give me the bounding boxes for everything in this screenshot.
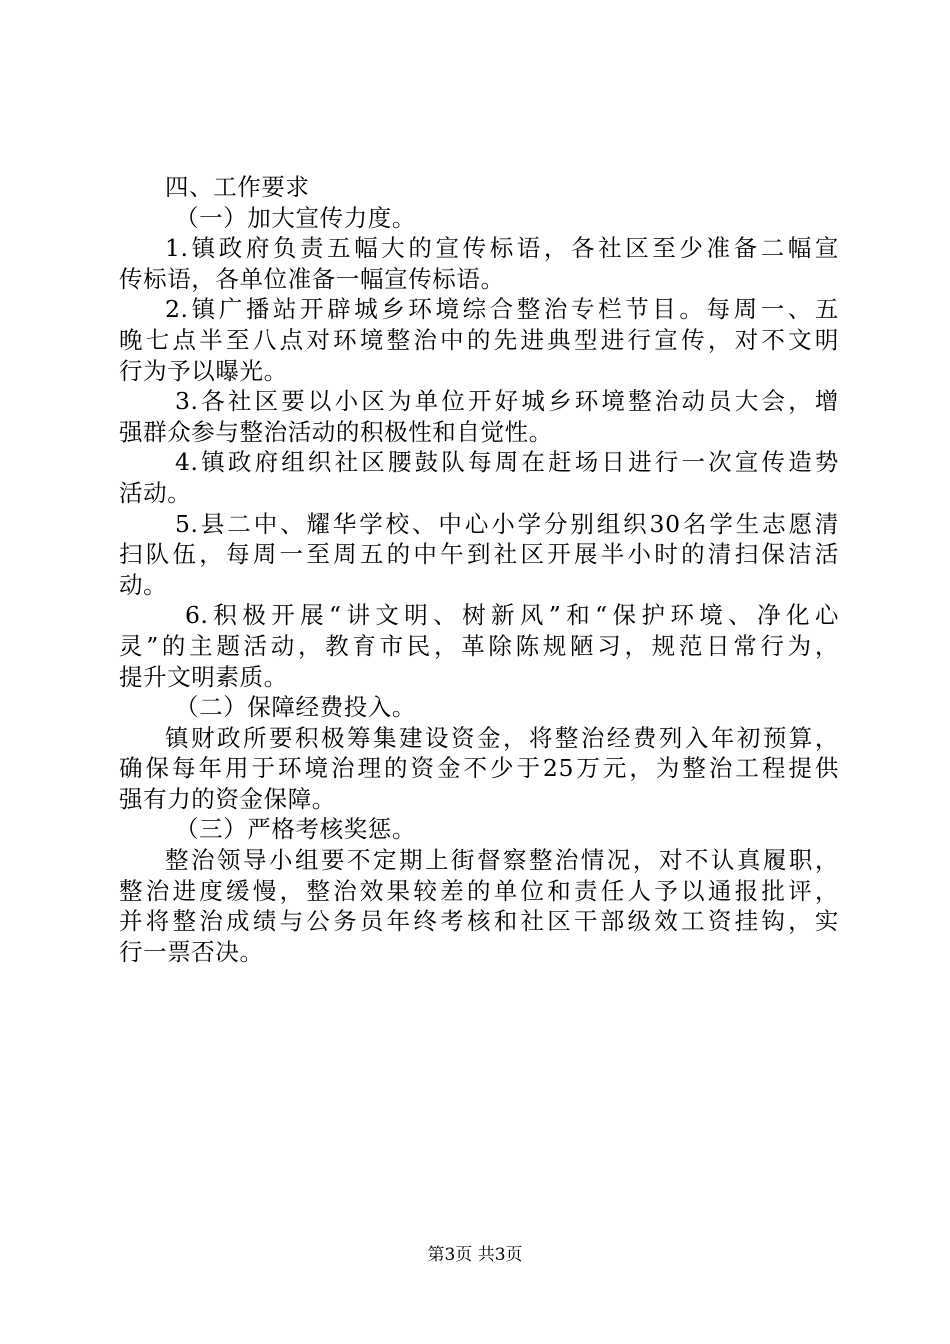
document-body bbox=[119, 172, 839, 967]
paragraph-line: 整治领导小组要不定期上街督察整治情况，对不认真履职， bbox=[165, 846, 839, 875]
subsection-heading: （一）加大宣传力度。 bbox=[175, 203, 416, 232]
paragraph-line: 2.镇广播站开辟城乡环境综合整治专栏节目。每周一、五 bbox=[165, 295, 839, 324]
paragraph-line: 晚七点半至八点对环境整治中的先进典型进行宣传，对不文明 bbox=[119, 325, 839, 354]
paragraph-line: 5.县二中、耀华学校、中心小学分别组织30名学生志愿清 bbox=[175, 509, 839, 538]
paragraph-line: 确保每年用于环境治理的资金不少于25万元，为整治工程提供 bbox=[119, 754, 839, 783]
paragraph-line: 整治进度缓慢，整治效果较差的单位和责任人予以通报批评， bbox=[119, 876, 839, 905]
paragraph-line: 行为予以曝光。 bbox=[119, 356, 288, 385]
paragraph-line: 灵”的主题活动，教育市民，革除陈规陋习，规范日常行为， bbox=[119, 631, 839, 660]
paragraph-line: 1.镇政府负责五幅大的宣传标语，各社区至少准备二幅宣 bbox=[165, 234, 839, 263]
paragraph-line: 强群众参与整治活动的积极性和自觉性。 bbox=[119, 417, 553, 446]
paragraph-line: 6.积极开展“讲文明、树新风”和“保护环境、净化心 bbox=[185, 601, 839, 630]
paragraph-line: 动。 bbox=[119, 570, 168, 599]
page-footer: 第3页 共3页 bbox=[427, 1245, 523, 1265]
section-heading: 四、工作要求 bbox=[165, 173, 310, 201]
paragraph-line: 扫队伍，每周一至周五的中午到社区开展半小时的清扫保洁活 bbox=[119, 540, 839, 569]
paragraph-line: 活动。 bbox=[119, 478, 192, 507]
paragraph-line: 镇财政所要积极筹集建设资金，将整治经费列入年初预算， bbox=[165, 723, 839, 752]
paragraph-line: 提升文明素质。 bbox=[119, 662, 288, 691]
paragraph-line: 传标语，各单位准备一幅宣传标语。 bbox=[119, 264, 505, 293]
paragraph-line: 行一票否决。 bbox=[119, 937, 264, 966]
paragraph-line: 4.镇政府组织社区腰鼓队每周在赶场日进行一次宣传造势 bbox=[175, 448, 839, 477]
paragraph-line: 3.各社区要以小区为单位开好城乡环境整治动员大会，增 bbox=[175, 387, 839, 416]
subsection-heading: （三）严格考核奖惩。 bbox=[175, 815, 416, 844]
paragraph-line: 强有力的资金保障。 bbox=[119, 784, 336, 813]
subsection-heading: （二）保障经费投入。 bbox=[175, 693, 416, 722]
paragraph-line: 并将整治成绩与公务员年终考核和社区干部级效工资挂钩，实 bbox=[119, 907, 839, 936]
